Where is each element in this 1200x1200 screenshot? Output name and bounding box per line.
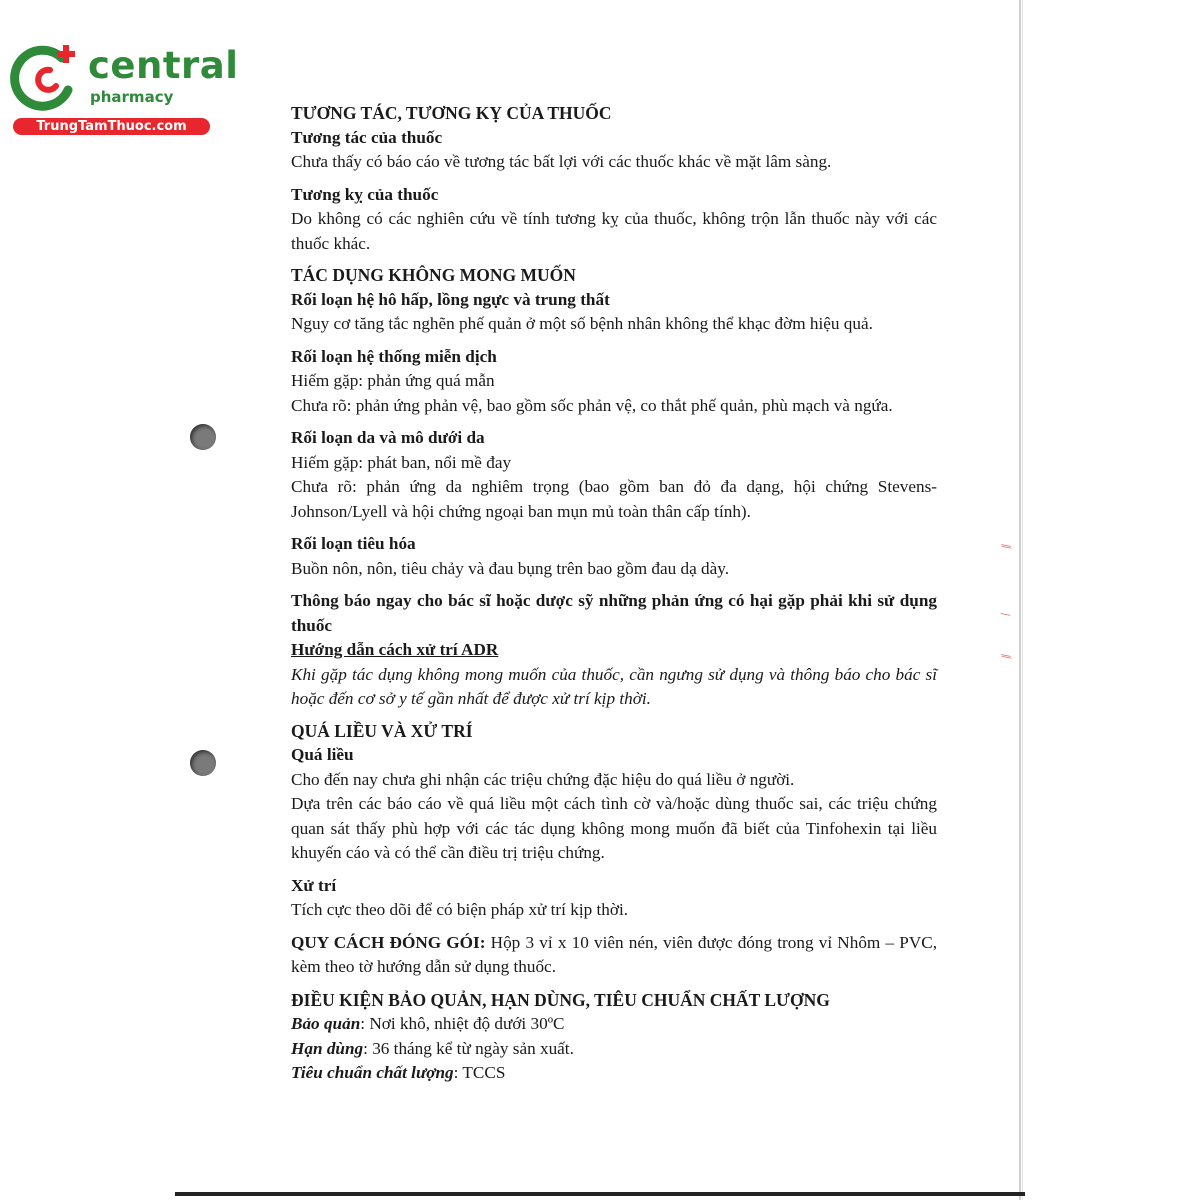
subheading-management: Xử trí <box>291 875 337 895</box>
paragraph: Hiếm gặp: phát ban, nổi mề đay <box>291 452 512 472</box>
section-title-storage: ĐIỀU KIỆN BẢO QUẢN, HẠN DÙNG, TIÊU CHUẨN CHẤT LƯỢNG <box>291 989 830 1010</box>
subheading-immune: Rối loạn hệ thống miễn dịch <box>291 346 497 366</box>
document-body <box>291 94 937 1086</box>
page-bottom-edge <box>175 1192 1025 1196</box>
page-edge-line-secondary <box>1022 0 1023 1200</box>
packaging-label: QUY CÁCH ĐÓNG GÓI: <box>291 932 486 952</box>
red-stamp-mark: ⁄⁄ <box>999 542 1013 551</box>
storage-value: : Nơi khô, nhiệt độ dưới 30ºC <box>360 1014 565 1033</box>
subheading-drug-interactions: Tương tác của thuốc <box>291 127 443 147</box>
paragraph: Dựa trên các báo cáo về quá liều một cách tình cờ và/hoặc dùng thuốc sai, các triệu chứng quan sát thấy phù hợp với các tác dụng không mong muốn đã biết của Tinfohexin tại liều khuyến cáo và có thể cần điều trị triệu chứng. <box>291 794 937 862</box>
notice-heading: Thông báo ngay cho bác sĩ hoặc dược sỹ những phản ứng có hại gặp phải khi sử dụng thuốc <box>291 591 937 635</box>
paragraph: Buồn nôn, nôn, tiêu chảy và đau bụng trên bao gồm đau dạ dày. <box>291 558 730 578</box>
shelf-life-line <box>291 1037 937 1062</box>
punch-hole-top <box>190 424 216 450</box>
section-title-interactions: TƯƠNG TÁC, TƯƠNG KỴ CỦA THUỐC <box>291 103 612 123</box>
quality-standard-line <box>291 1061 937 1086</box>
subheading-overdose: Quá liều <box>291 745 354 764</box>
logo-site-badge: TrungTamThuoc.com <box>13 118 210 135</box>
shelf-life-value: : 36 tháng kể từ ngày sản xuất. <box>363 1038 574 1058</box>
section-title-side-effects: TÁC DỤNG KHÔNG MONG MUỐN <box>291 265 576 285</box>
subheading-incompatibilities: Tương kỵ của thuốc <box>291 184 439 204</box>
paragraph: Chưa rõ: phản ứng da nghiêm trọng (bao gồm ban đỏ đa dạng, hội chứng Stevens-Johnson/Lyell và hội chứng ngoại ban mụn mủ toàn thân cấp tính). <box>291 477 937 521</box>
subheading-respiratory: Rối loạn hệ hô hấp, lồng ngực và trung thất <box>291 289 610 309</box>
quality-standard-value: : TCCS <box>453 1063 506 1082</box>
paragraph: Hiếm gặp: phản ứng quá mẫn <box>291 371 495 390</box>
subheading-skin: Rối loạn da và mô dưới da <box>291 428 485 447</box>
storage-label: Bảo quản <box>291 1014 361 1033</box>
storage-line <box>291 1012 937 1037</box>
section-title-overdose: QUÁ LIỀU VÀ XỬ TRÍ <box>291 720 473 741</box>
red-stamp-mark: ⁄ <box>998 611 1012 618</box>
paragraph-adr-guide: Khi gặp tác dụng không mong muốn của thuốc, cần ngưng sử dụng và thông báo cho bác sĩ hoặc đến cơ sở y tế gần nhất để được xử trí kịp thời. <box>291 664 937 708</box>
shelf-life-label: Hạn dùng <box>291 1038 364 1058</box>
subheading-adr-guide: Hướng dẫn cách xử trí ADR <box>291 640 499 659</box>
quality-standard-label: Tiêu chuẩn chất lượng <box>291 1063 454 1082</box>
red-stamp-mark: ⁄⁄ <box>999 652 1013 661</box>
paragraph: Cho đến nay chưa ghi nhận các triệu chứng đặc hiệu do quá liều ở người. <box>291 769 795 789</box>
paragraph: Chưa rõ: phản ứng phản vệ, bao gồm sốc phản vệ, co thắt phế quản, phù mạch và ngứa. <box>291 395 893 415</box>
punch-hole-bottom <box>190 750 216 776</box>
paragraph: Chưa thấy có báo cáo về tương tác bất lợi với các thuốc khác về mặt lâm sàng. <box>291 152 832 171</box>
central-pharmacy-logo-icon <box>10 38 90 118</box>
subheading-digestive: Rối loạn tiêu hóa <box>291 534 416 553</box>
logo-brand-text: central <box>88 44 239 87</box>
packaging-paragraph <box>291 931 937 980</box>
paragraph: Tích cực theo dõi để có biện pháp xử trí kịp thời. <box>291 900 629 919</box>
logo-sub-text: pharmacy <box>90 88 174 106</box>
paragraph: Do không có các nghiên cứu về tính tương kỵ của thuốc, không trộn lẫn thuốc này với các thuốc khác. <box>291 209 937 253</box>
paragraph: Nguy cơ tăng tắc nghẽn phế quản ở một số bệnh nhân không thể khạc đờm hiệu quả. <box>291 314 873 333</box>
packaging-text: Hộp 3 vỉ x 10 viên nén, viên được đóng trong vỉ Nhôm – PVC, kèm theo tờ hướng dẫn sử dụng thuốc. <box>291 932 937 976</box>
page-edge-line <box>1019 0 1021 1200</box>
